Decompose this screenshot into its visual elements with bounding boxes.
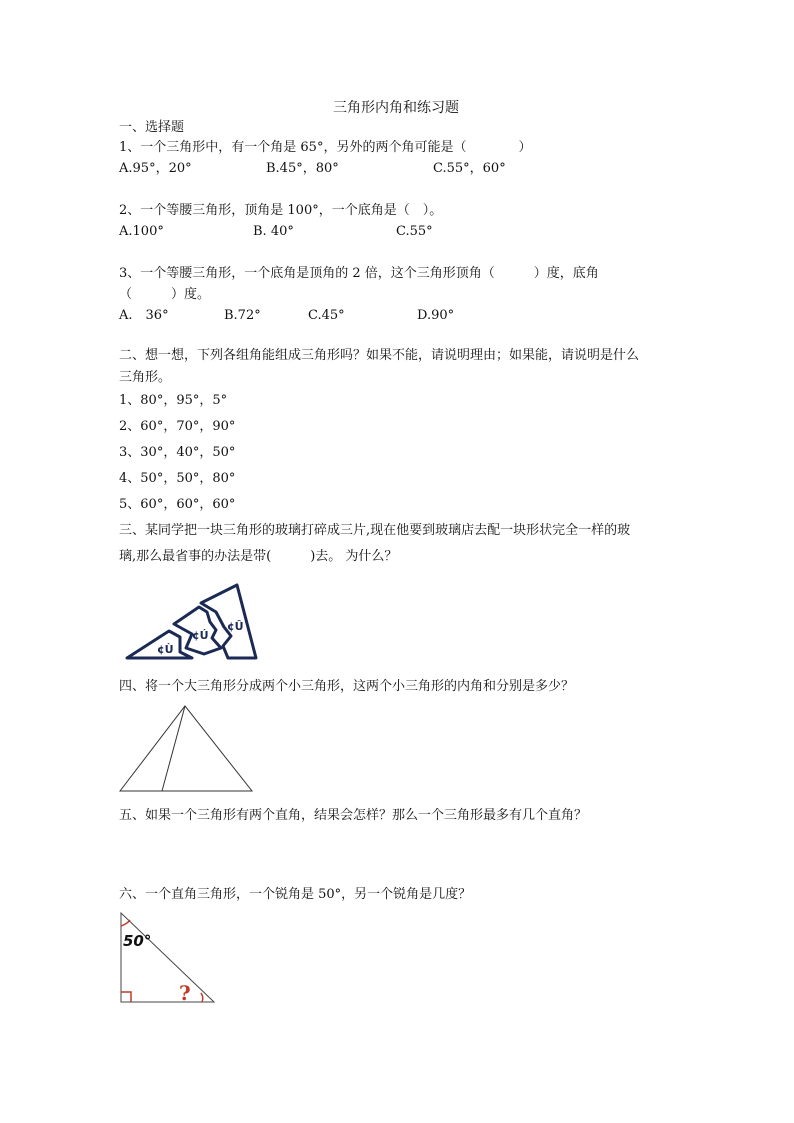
q2-stem: 2、一个等腰三角形，顶角是 100°，一个底角是（ ）。: [119, 203, 443, 218]
q1-option-b: B.45°，80°: [266, 161, 339, 176]
dividing-line: [162, 706, 185, 791]
q3-option-c: C.45°: [308, 308, 345, 323]
q2-option-b: B. 40°: [253, 224, 294, 239]
q1-option-c: C.55°，60°: [433, 161, 506, 176]
q3-stem-line2: （ ）度。: [119, 287, 211, 302]
section2-line2: 三角形。: [119, 370, 172, 385]
q3-option-b: B.72°: [224, 308, 261, 323]
q2-option-c: C.55°: [396, 224, 433, 239]
section4-text: 四、将一个大三角形分成两个小三角形，这两个小三角形的内角和分别是多少？: [119, 679, 575, 694]
unknown-angle-label: ?: [179, 981, 191, 1005]
section5-text: 五、如果一个三角形有两个直角，结果会怎样？那么一个三角形最多有几个直角？: [119, 808, 588, 823]
glass-label-2: ¢Ú: [192, 629, 209, 642]
section3-line1: 三、某同学把一块三角形的玻璃打碎成三片,现在他要到玻璃店去配一块形状完全一样的玻: [119, 523, 631, 538]
q3-stem-line1: 3、一个等腰三角形，一个底角是顶角的 2 倍，这个三角形顶角（ ）度，底角: [119, 266, 599, 281]
q1-stem: 1、一个三角形中，有一个角是 65°，另外的两个角可能是（ ）: [119, 140, 532, 155]
section2-item-3: 3、30°，40°，50°: [119, 445, 236, 460]
divided-triangle-figure: [118, 703, 258, 795]
glass-label-3: ¢Û: [227, 620, 244, 633]
section1-heading: 一、选择题: [119, 120, 185, 135]
q3-option-d: D.90°: [417, 308, 455, 323]
top-angle-arc: [121, 920, 130, 926]
broken-glass-figure: [122, 582, 272, 662]
page-title: 三角形内角和练习题: [333, 100, 459, 116]
right-triangle-figure: [118, 910, 218, 1005]
glass-label-1: ¢Ù: [157, 643, 174, 656]
section2-item-1: 1、80°，95°，5°: [119, 393, 228, 408]
section2-item-2: 2、60°，70°，90°: [119, 419, 236, 434]
section2-line1: 二、想一想，下列各组角能组成三角形吗？如果不能，请说明理由；如果能，请说明是什么: [119, 348, 640, 363]
q1-option-a: A.95°，20°: [119, 161, 192, 176]
right-triangle: [121, 913, 214, 1002]
right-angle-mark: [121, 992, 131, 1002]
large-triangle: [120, 706, 252, 791]
section3-line2: 璃,那么最省事的办法是带( )去。 为什么？: [119, 549, 398, 564]
section6-text: 六、一个直角三角形，一个锐角是 50°，另一个锐角是几度？: [119, 887, 472, 902]
angle-50-label: 50°: [123, 932, 152, 950]
bottom-angle-arc: [201, 993, 203, 1002]
q3-option-a: A. 36°: [119, 308, 169, 323]
section2-item-5: 5、60°，60°，60°: [119, 497, 236, 512]
q2-option-a: A.100°: [119, 224, 164, 239]
section2-item-4: 4、50°，50°，80°: [119, 471, 236, 486]
